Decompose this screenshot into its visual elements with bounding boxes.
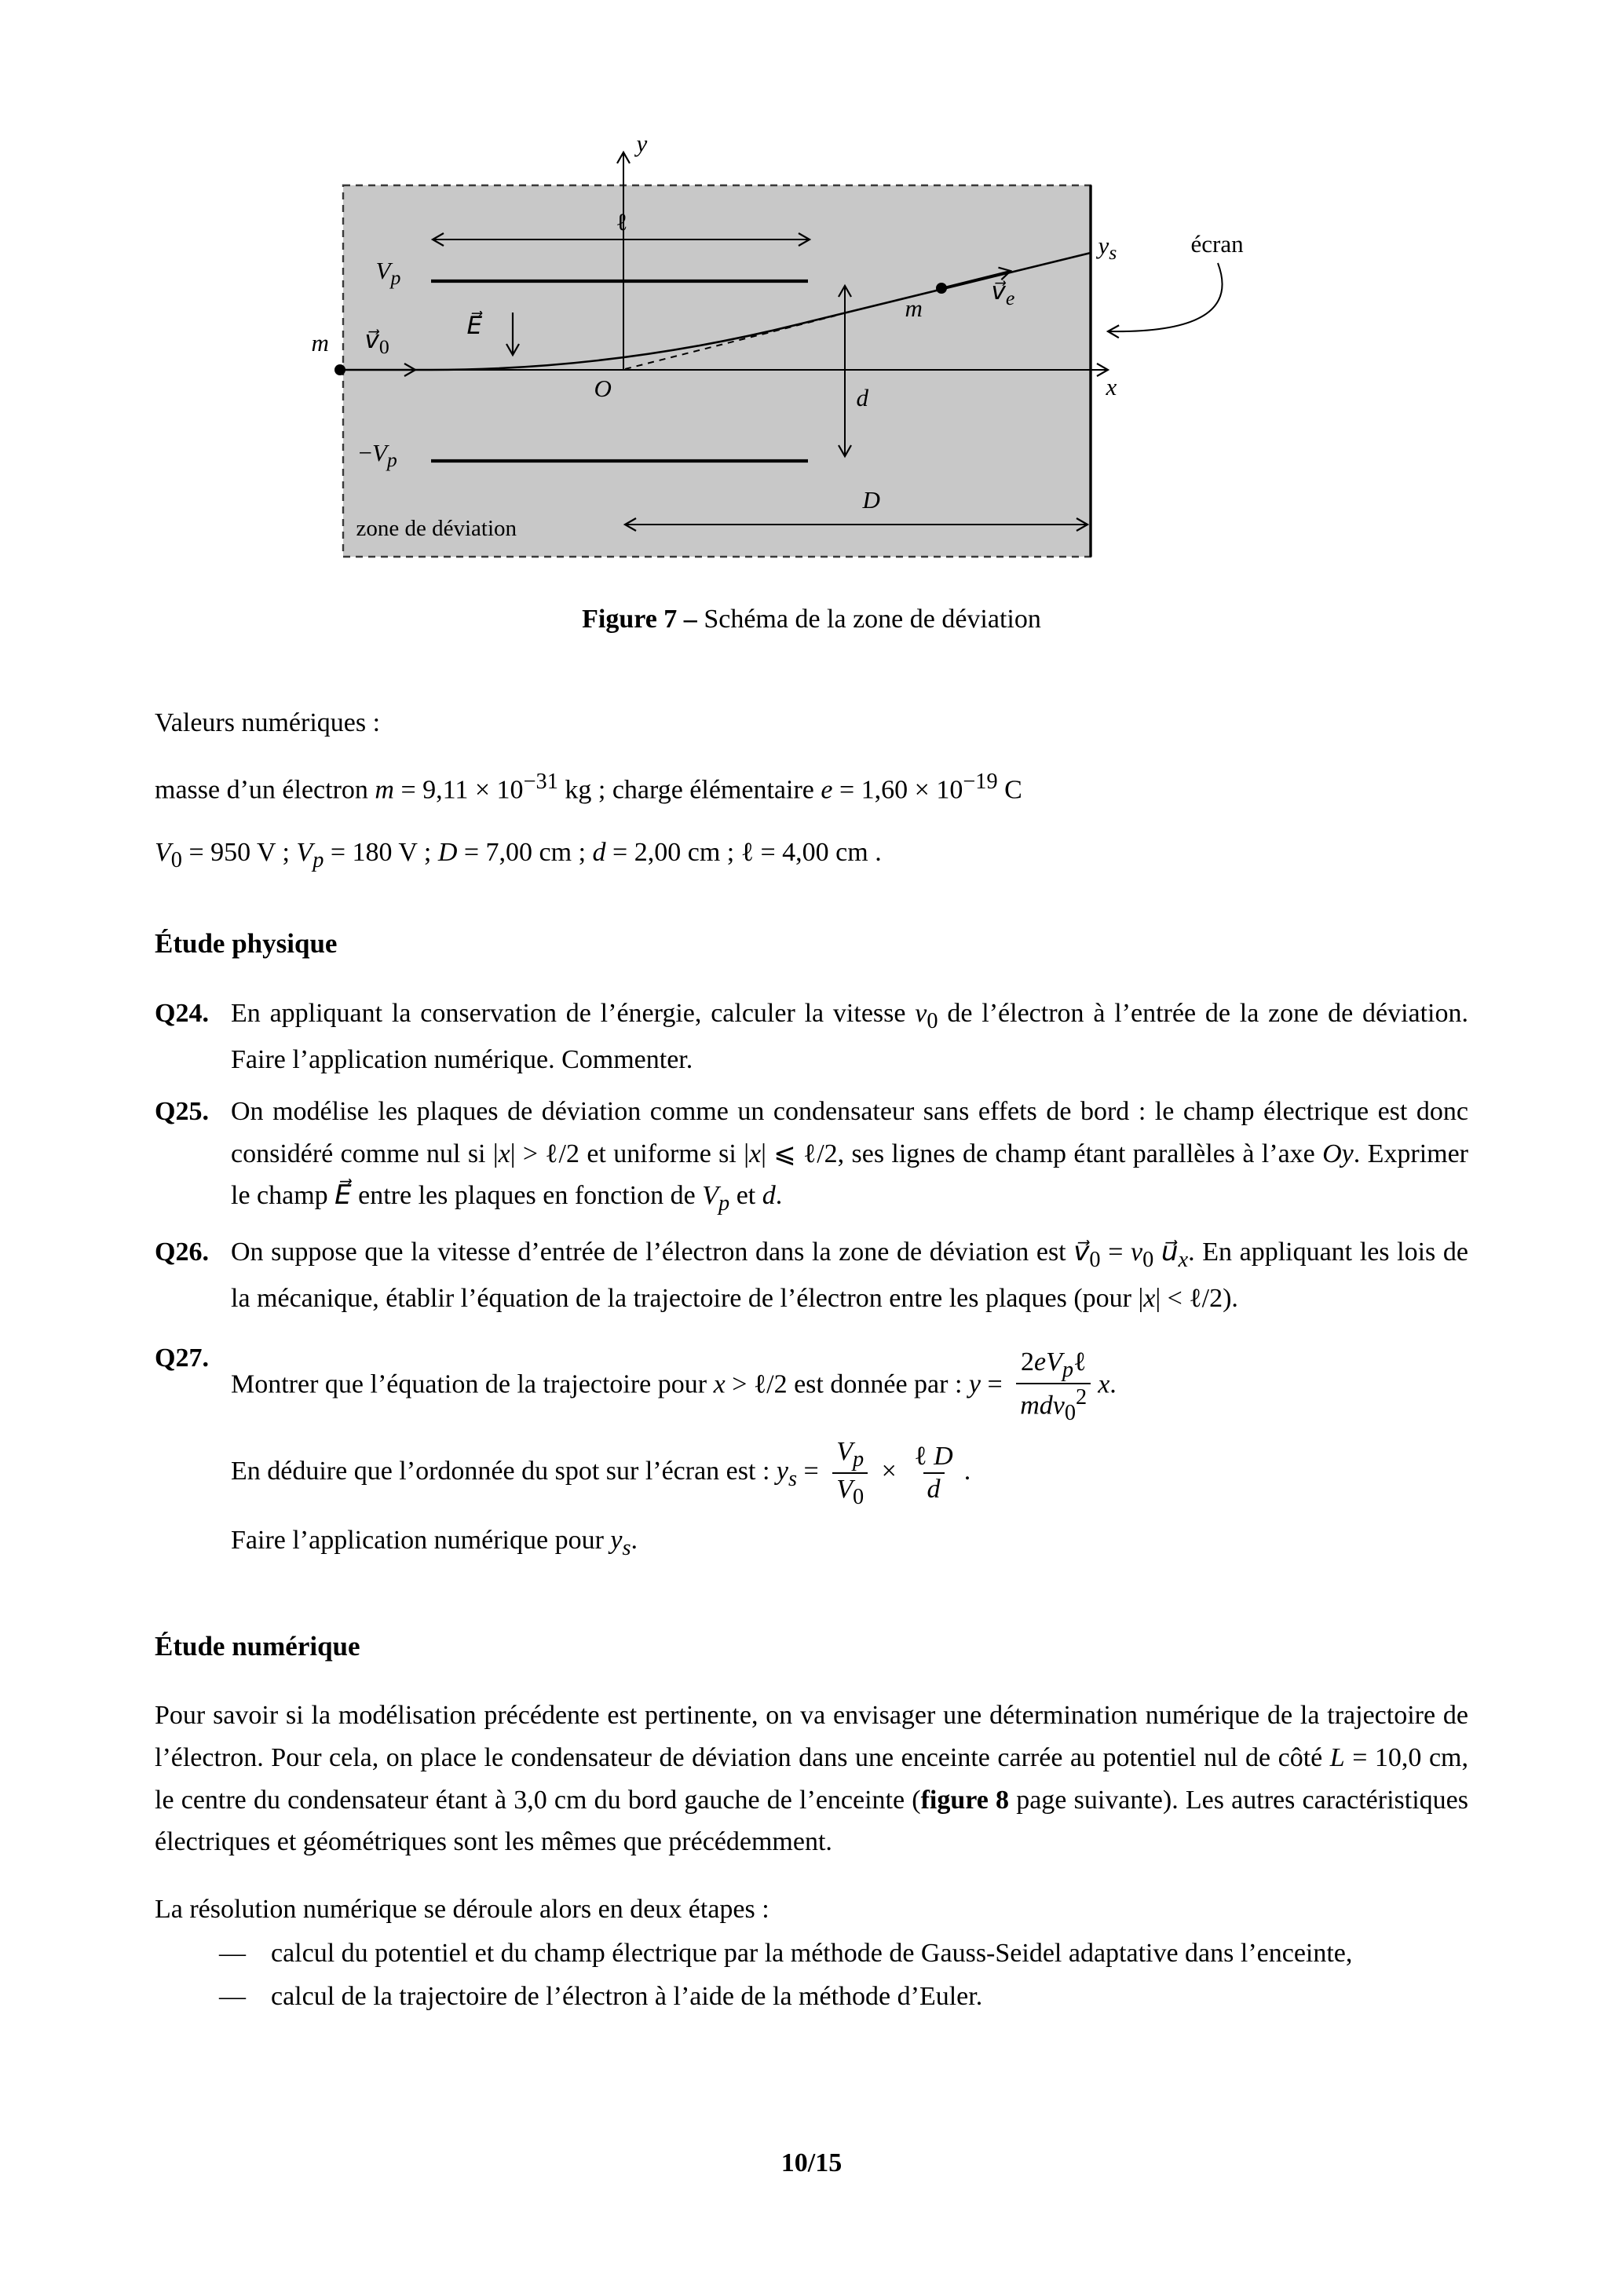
- bullet-text-2: calcul de la trajectoire de l’électron à l’aide de la méthode d’Euler.: [271, 1982, 983, 2012]
- deflection-diagram: [313, 133, 1310, 573]
- label-vp-top: $V_p$: [375, 257, 401, 290]
- figure-caption-text: Schéma de la zone de déviation: [696, 605, 1041, 634]
- page-content: [0, 702, 1623, 2018]
- bullet-text-1: calcul du potentiel et du champ électrique par la méthode de Gauss-Seidel adaptative dans l’enceinte,: [271, 1938, 1353, 1968]
- q27-frac3-numerator: ℓ D: [914, 1442, 953, 1471]
- q27-fraction-3: [910, 1441, 956, 1505]
- bullet-euler: [155, 1976, 1468, 2018]
- q27-frac1-numerator: $2eV_p\ell$: [1021, 1347, 1087, 1382]
- q27-line3: Faire l’application numérique pour $y_s$.: [231, 1526, 638, 1561]
- figure-7-canvas: [311, 130, 1310, 573]
- q25-text: On modélise les plaques de déviation comme un condensateur sans effets de bord : le champ électrique est donc considéré comme nul si |x| > ℓ/2 et uniforme si |x| ⩽ ℓ/2, ses lignes de champ étant parallèles à l’axe Oy. Exprimer le champ E⃗ entre les plaques en fonction de $V_p$ et d.: [231, 1096, 1469, 1216]
- ecran-pointer-arrow: [1108, 263, 1223, 331]
- electron-dot-entry: [334, 364, 345, 375]
- q27-line2: [231, 1436, 1468, 1510]
- label-m-left: m: [311, 329, 329, 356]
- question-q24: [155, 993, 1468, 1081]
- q27-line2-post: .: [963, 1456, 971, 1486]
- numerique-paragraph-2: La résolution numérique se déroule alors en deux étapes :: [155, 1895, 769, 1925]
- q24-text: En appliquant la conservation de l’énergie, calculer la vitesse $v_0$ de l’électron à l’entrée de la zone de déviation. Faire l’application numérique. Commenter.: [231, 998, 1469, 1075]
- question-q25: [155, 1091, 1468, 1222]
- q25-label: Q25.: [155, 1096, 209, 1126]
- q24-label: Q24.: [155, 998, 209, 1028]
- label-y-axis: y: [636, 130, 648, 157]
- label-ecran: écran: [1190, 230, 1244, 258]
- page-number: 10/15: [780, 2148, 843, 2177]
- label-D: D: [862, 486, 880, 514]
- q27-frac3-denominator: d: [923, 1472, 945, 1505]
- values-heading: Valeurs numériques :: [155, 708, 381, 737]
- deviation-zone-rect: [343, 185, 1091, 557]
- question-q26: [155, 1231, 1468, 1320]
- label-e-field: E⃗: [466, 312, 483, 339]
- label-d: d: [856, 384, 868, 411]
- label-x-axis: x: [1106, 373, 1117, 400]
- label-ve: $v⃗_e$: [991, 277, 1015, 310]
- q27-frac2-numerator: $V_p$: [836, 1436, 865, 1472]
- q27-frac1-denominator: mdv$_0^2$: [1016, 1383, 1091, 1427]
- label-v0: $v⃗_0$: [364, 326, 389, 359]
- section-etude-physique: Étude physique: [155, 928, 338, 960]
- label-ys: $y_s$: [1098, 232, 1117, 265]
- label-origin: O: [594, 375, 612, 402]
- q27-label: Q27.: [155, 1344, 209, 1373]
- q27-fraction-2: [832, 1436, 868, 1510]
- q27-line1-post: x.: [1098, 1369, 1117, 1399]
- label-vp-bottom: $-V_p$: [358, 439, 397, 472]
- bullet-gauss-seidel: [155, 1932, 1468, 1975]
- q27-frac2-denominator: $V_0$: [832, 1472, 868, 1510]
- q27-fraction-1: [1016, 1347, 1091, 1427]
- q27-line2-pre: En déduire que l’ordonnée du spot sur l’écran est : $y_s$ =: [231, 1456, 826, 1491]
- label-ell: ℓ: [616, 208, 628, 236]
- q27-times: ×: [875, 1456, 904, 1486]
- bullet-dash-2: —: [219, 1982, 246, 2012]
- q26-text: On suppose que la vitesse d’entrée de l’électron dans la zone de déviation est $v⃗_0 = v_0$ $u⃗_x$. En appliquant les lois de la mécanique, établir l’équation de la trajectoire de l’électron entre les plaques (pour |x| < ℓ/2).: [231, 1237, 1468, 1314]
- numerique-paragraph-1: Pour savoir si la modélisation précédente est pertinente, on va envisager une détermination numérique de la trajectoire de l’électron. Pour cela, on place le condensateur de déviation dans une enceinte carrée au potentiel nul de côté L = 10,0 cm, le centre du condensateur étant à 3,0 cm du bord gauche de l’enceinte (figure 8 page suivante). Les autres caractéristiques électriques et géométriques sont les mêmes que précédemment.: [155, 1701, 1468, 1857]
- values-constants-line: $V_0 = 950$ V ; $V_p = 180$ V ; D = 7,00 cm ; d = 2,00 cm ; ℓ = 4,00 cm .: [155, 837, 882, 872]
- bullet-dash-1: —: [219, 1938, 246, 1968]
- q27-line1-pre: Montrer que l’équation de la trajectoire pour x > ℓ/2 est donnée par : y =: [231, 1369, 1010, 1399]
- section-etude-numerique: Étude numérique: [155, 1630, 360, 1662]
- figure-caption-number: Figure 7 –: [582, 605, 697, 634]
- q27-line1: [231, 1347, 1468, 1427]
- electron-dot-exit: [936, 283, 947, 294]
- q26-label: Q26.: [155, 1237, 209, 1267]
- label-m-traj: m: [905, 294, 923, 322]
- question-q27: [155, 1337, 1468, 1576]
- figure-7: [311, 130, 1310, 634]
- values-mass-line: masse d’un électron $m = 9,11 \times 10^{-31}$ kg ; charge élémentaire $e = 1,60 \times 10^{-19}$ C: [155, 769, 1022, 805]
- q27-text: [231, 1337, 1468, 1576]
- figure-caption: [313, 605, 1310, 634]
- label-zone-de-deviation: zone de déviation: [356, 516, 517, 541]
